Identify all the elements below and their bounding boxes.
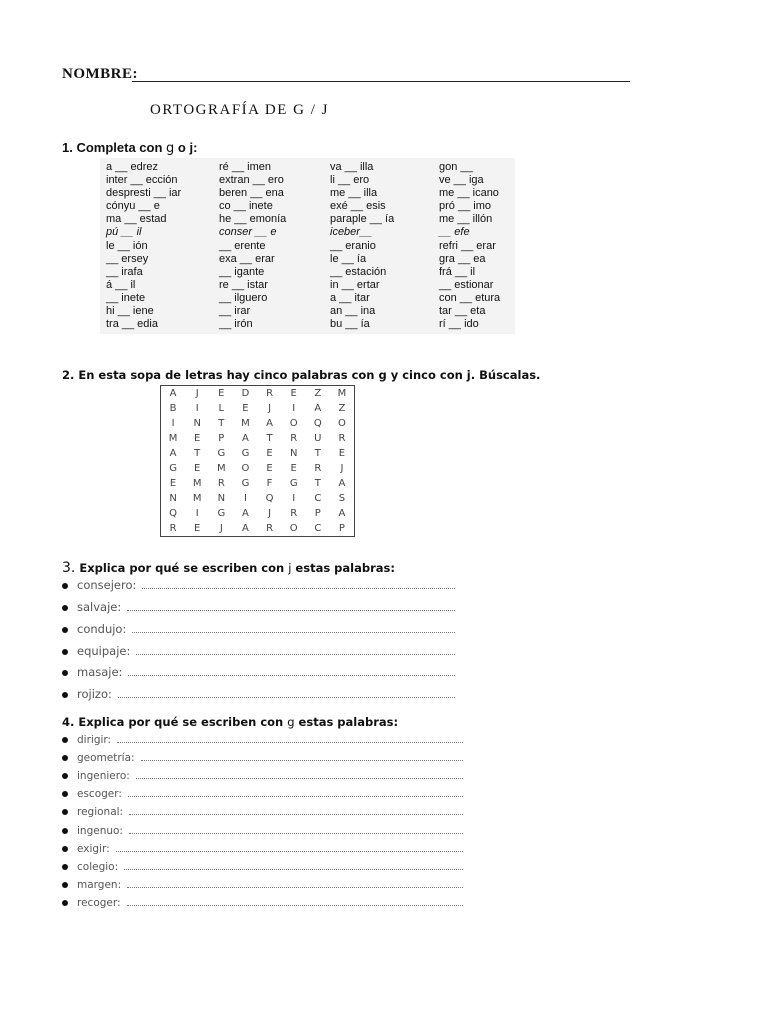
grid-cell[interactable]: R (169, 523, 177, 534)
grid-cell[interactable]: A (338, 478, 346, 489)
grid-cell[interactable]: A (242, 433, 249, 444)
answer-line[interactable] (116, 843, 463, 852)
grid-cell[interactable]: O (289, 418, 298, 429)
grid-cell[interactable]: M (168, 433, 178, 444)
grid-cell[interactable]: Z (338, 403, 346, 414)
fill-word: he __ emonía (219, 213, 287, 226)
grid-cell[interactable]: E (242, 403, 249, 414)
answer-line[interactable] (128, 788, 463, 797)
name-input-line[interactable] (132, 81, 630, 82)
grid-cell[interactable]: R (314, 463, 322, 474)
fill-word: an __ ina (330, 305, 376, 318)
fill-word: me __ illa (330, 187, 378, 200)
answer-line[interactable] (127, 897, 463, 906)
grid-cell[interactable]: I (171, 418, 175, 429)
fill-word: le __ ía (330, 252, 367, 265)
explain-word: margen: (77, 878, 122, 891)
heading-letter: j (288, 561, 292, 575)
explain-item (62, 752, 463, 764)
explain-item (62, 843, 463, 855)
fill-word: __ ersey (106, 252, 149, 265)
fill-word: beren __ ena (219, 187, 284, 200)
fill-word: __ erente (219, 239, 266, 252)
page-title: ORTOGRAFÍA DE G / J (150, 102, 330, 118)
fill-word: ve __ iga (439, 174, 484, 187)
fill-word: rí __ ido (439, 318, 479, 331)
grid-cell[interactable]: M (216, 463, 226, 474)
word-column-3 (330, 161, 394, 331)
fill-word: á __ il (106, 278, 136, 291)
explain-word: salvaje: (77, 600, 122, 614)
word-column-4 (439, 161, 500, 331)
fill-word: refri __ erar (439, 239, 496, 252)
grid-row (161, 476, 354, 491)
grid-cell[interactable]: I (195, 508, 199, 519)
grid-row (161, 431, 354, 446)
explain-item (62, 788, 463, 800)
fill-word: exé __ esis (330, 200, 386, 213)
explain-item (62, 578, 455, 592)
explain-word: geometría: (77, 752, 135, 765)
explain-item (62, 861, 463, 873)
fill-word: hi __ iene (106, 305, 154, 318)
grid-cell[interactable]: E (290, 388, 297, 399)
grid-cell[interactable]: I (243, 493, 247, 504)
fill-word: paraple __ ía (330, 213, 395, 226)
bullet-icon (62, 773, 68, 779)
heading-text: estas palabras: (294, 715, 399, 729)
grid-cell[interactable]: J (268, 508, 272, 519)
section-3-heading (62, 560, 395, 576)
fill-word: __ igante (219, 265, 265, 278)
explain-item (62, 825, 463, 837)
fill-word: __ efe (439, 226, 470, 239)
grid-cell[interactable]: E (194, 433, 201, 444)
fill-word: gon __ (439, 161, 473, 173)
explain-item (62, 644, 455, 658)
grid-cell[interactable]: A (242, 508, 249, 519)
fill-word: gra __ ea (439, 252, 486, 265)
bullet-icon (62, 605, 68, 611)
grid-cell[interactable]: A (266, 418, 273, 429)
grid-cell[interactable]: A (338, 508, 346, 519)
explain-word: recoger: (77, 896, 121, 909)
grid-row (161, 401, 354, 416)
fill-word: extran __ ero (219, 174, 284, 187)
grid-cell[interactable]: J (268, 403, 272, 414)
explain-item (62, 770, 463, 782)
fill-word: pró __ imo (439, 200, 491, 213)
grid-cell[interactable]: G (217, 508, 226, 519)
answer-line[interactable] (127, 879, 463, 888)
heading-letter: g (166, 141, 175, 156)
grid-cell[interactable]: A (169, 388, 177, 399)
word-column-1 (106, 161, 181, 331)
grid-cell[interactable]: G (241, 478, 250, 489)
fill-word: bu __ ía (330, 318, 370, 331)
section-2-heading: 2. En esta sopa de letras hay cinco palabras con g y cinco con j. Búscalas. (62, 368, 541, 382)
grid-row (161, 416, 354, 431)
explain-word: masaje: (77, 665, 123, 679)
explain-word: ingeniero: (77, 770, 130, 783)
grid-cell[interactable]: Q (169, 508, 177, 519)
grid-cell[interactable]: P (338, 523, 345, 534)
grid-cell[interactable]: E (218, 388, 225, 399)
bullet-icon (62, 882, 68, 888)
bullet-icon (62, 670, 68, 676)
fill-word: tar __ eta (439, 305, 486, 318)
grid-cell[interactable]: O (241, 463, 250, 474)
grid-cell[interactable]: R (290, 433, 298, 444)
grid-cell[interactable]: P (218, 433, 225, 444)
grid-row (161, 461, 354, 476)
explain-item (62, 734, 463, 746)
explain-word: colegio: (77, 860, 119, 873)
fill-word: __ eranio (330, 239, 376, 252)
answer-line[interactable] (142, 580, 455, 589)
explain-word: ingenuo: (77, 824, 123, 837)
grid-cell[interactable]: P (314, 508, 321, 519)
grid-cell[interactable]: I (292, 493, 296, 504)
grid-cell[interactable]: R (217, 478, 225, 489)
grid-row (161, 446, 354, 461)
grid-cell[interactable]: N (217, 493, 226, 504)
fill-word: le __ ión (106, 239, 148, 252)
fill-word: __ ilguero (219, 291, 268, 304)
answer-line[interactable] (127, 602, 455, 611)
grid-cell[interactable]: G (241, 448, 250, 459)
grid-row (161, 491, 354, 506)
section-4-heading (62, 715, 398, 729)
fill-word: inter __ ección (106, 174, 178, 187)
answer-line[interactable] (128, 667, 455, 676)
explain-word: dirigir: (77, 734, 112, 746)
grid-cell[interactable]: C (314, 493, 322, 504)
answer-line[interactable] (124, 861, 463, 870)
heading-text: 1. Completa con (62, 140, 167, 155)
grid-cell[interactable]: L (218, 403, 225, 414)
heading-text: Explica por qué se escriben con (75, 561, 289, 575)
explain-word: exigir: (77, 842, 110, 855)
answer-line[interactable] (117, 734, 463, 743)
grid-row (161, 506, 354, 521)
answer-line[interactable] (118, 689, 455, 698)
answer-line[interactable] (136, 646, 455, 655)
grid-cell[interactable]: D (241, 388, 250, 399)
fill-word: __ irar (219, 305, 251, 318)
bullet-icon (62, 828, 68, 834)
bullet-icon (62, 692, 68, 698)
bullet-icon (62, 627, 68, 633)
fill-word: a __ edrez (106, 161, 158, 173)
grid-cell[interactable]: Q (265, 493, 274, 504)
fill-word: tra __ edia (106, 318, 158, 331)
fill-word: a __ itar (330, 291, 370, 304)
grid-cell[interactable]: I (195, 403, 199, 414)
bullet-icon (62, 791, 68, 797)
name-label: NOMBRE: (62, 66, 138, 82)
bullet-icon (62, 900, 68, 906)
grid-cell[interactable]: E (338, 448, 346, 459)
grid-cell[interactable]: E (290, 463, 297, 474)
fill-word: me __ illón (439, 213, 493, 226)
section-1-heading (62, 140, 197, 156)
word-search-grid (160, 385, 355, 537)
grid-cell[interactable]: E (266, 448, 273, 459)
grid-cell[interactable]: A (314, 403, 322, 414)
heading-text: 4. Explica por qué se escriben con (62, 715, 288, 729)
grid-cell[interactable]: G (289, 478, 298, 489)
grid-cell[interactable]: N (193, 418, 201, 429)
fill-word: ma __ estad (106, 213, 167, 226)
fill-word: __ estación (330, 265, 387, 278)
fill-word: pú __ il (106, 226, 142, 239)
answer-line[interactable] (136, 770, 463, 779)
heading-letter: g (287, 715, 295, 729)
grid-cell[interactable]: A (242, 523, 249, 534)
explain-item (62, 665, 455, 679)
heading-number: 3. (62, 560, 76, 576)
heading-text: o j: (174, 140, 198, 155)
grid-cell[interactable]: R (290, 508, 298, 519)
fill-word: co __ inete (219, 200, 273, 213)
grid-cell[interactable]: T (314, 448, 321, 459)
grid-cell[interactable]: R (338, 433, 346, 444)
fill-word: va __ illa (330, 161, 374, 173)
answer-line[interactable] (141, 752, 463, 761)
grid-cell[interactable]: J (219, 523, 223, 534)
grid-cell[interactable]: B (169, 403, 177, 414)
word-search-table (161, 386, 354, 536)
explain-word: condujo: (77, 622, 127, 636)
fill-word: ré __ imen (219, 161, 271, 173)
grid-cell[interactable]: R (266, 523, 274, 534)
grid-cell[interactable]: E (194, 463, 201, 474)
grid-row (161, 386, 354, 401)
fill-word: iceber__ (330, 226, 373, 239)
grid-cell[interactable]: M (192, 478, 202, 489)
grid-cell[interactable]: N (289, 448, 298, 459)
bullet-icon (62, 846, 68, 852)
grid-cell[interactable]: T (218, 418, 225, 429)
fill-word: conser __ e (219, 226, 277, 239)
bullet-icon (62, 649, 68, 655)
grid-cell[interactable]: O (338, 418, 346, 429)
grid-cell[interactable]: M (192, 493, 202, 504)
grid-cell[interactable]: J (340, 463, 344, 474)
grid-cell[interactable]: U (314, 433, 322, 444)
grid-cell[interactable]: T (314, 478, 321, 489)
bullet-icon (62, 755, 68, 761)
grid-cell[interactable]: Z (314, 388, 322, 399)
fill-word: in __ ertar (330, 278, 380, 291)
grid-cell[interactable]: T (266, 433, 273, 444)
bullet-icon (62, 583, 68, 589)
fill-word: con __ etura (439, 291, 501, 304)
grid-cell[interactable]: C (314, 523, 322, 534)
grid-cell[interactable]: J (195, 388, 199, 399)
fill-word: __ inete (106, 291, 146, 304)
grid-cell[interactable]: E (169, 478, 177, 489)
grid-cell[interactable]: E (266, 463, 273, 474)
fill-word: re __ istar (219, 278, 268, 291)
grid-row (161, 521, 354, 536)
bullet-icon (62, 737, 68, 743)
explain-word: consejero: (77, 578, 137, 592)
heading-text: estas palabras: (291, 561, 395, 575)
fill-word: me __ icano (439, 187, 499, 200)
fill-word: exa __ erar (219, 252, 275, 265)
fill-word: frá __ il (439, 265, 476, 278)
grid-cell[interactable]: M (241, 418, 250, 429)
grid-cell[interactable]: G (217, 448, 226, 459)
explain-item (62, 600, 455, 614)
grid-cell[interactable]: M (337, 388, 347, 399)
grid-cell[interactable]: I (292, 403, 296, 414)
grid-cell[interactable]: S (338, 493, 346, 504)
bullet-icon (62, 809, 68, 815)
explain-word: escoger: (77, 788, 122, 801)
grid-cell[interactable]: N (169, 493, 177, 504)
explain-item (62, 622, 455, 636)
answer-line[interactable] (129, 825, 463, 834)
answer-line[interactable] (132, 624, 455, 633)
grid-cell[interactable]: G (169, 463, 177, 474)
bullet-icon (62, 864, 68, 870)
grid-cell[interactable]: Q (313, 418, 322, 429)
word-column-2 (219, 161, 286, 331)
fill-word: __ irón (219, 318, 253, 331)
grid-cell[interactable]: R (266, 388, 274, 399)
fill-word: __ irafa (106, 265, 143, 278)
explain-word: regional: (77, 806, 124, 819)
explain-item (62, 687, 455, 701)
grid-cell[interactable]: A (169, 448, 177, 459)
explain-word: equipaje: (77, 644, 131, 658)
grid-cell[interactable]: O (289, 523, 298, 534)
explain-word: rojizo: (77, 687, 112, 701)
explain-item (62, 897, 463, 909)
fill-word: despresti __ iar (106, 187, 182, 200)
answer-line[interactable] (129, 806, 463, 815)
explain-item (62, 879, 463, 891)
grid-cell[interactable]: T (194, 448, 201, 459)
grid-cell[interactable]: F (266, 478, 273, 489)
explain-item (62, 806, 463, 818)
fill-word: __ estionar (439, 278, 494, 291)
grid-cell[interactable]: E (194, 523, 201, 534)
fill-word: li __ ero (330, 174, 370, 187)
fill-word: cónyu __ e (106, 200, 160, 213)
